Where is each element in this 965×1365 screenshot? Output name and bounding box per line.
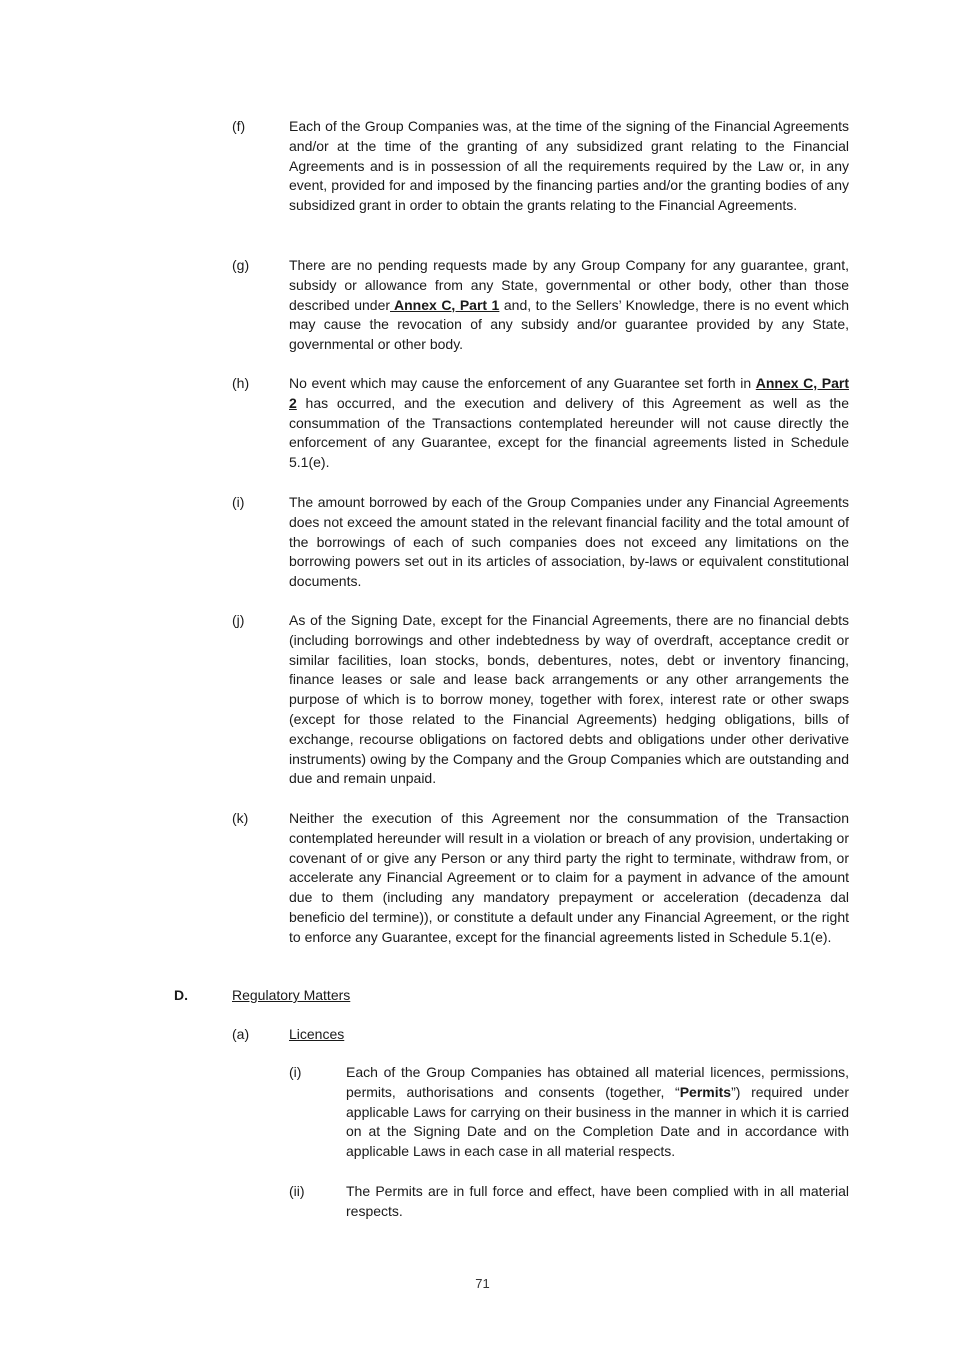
- clause-label: (j): [232, 612, 245, 628]
- clause-i: [232, 493, 849, 592]
- annex-reference: Annex C, Part 1: [390, 296, 500, 313]
- clause-text: Each of the Group Companies was, at the time of the signing of the Financial Agreements and/or at the time of the granting of any subsidized grant relating to the Financial Agreements and is in possession of all the requirements required by the Law or, in any event, provided for and imposed by the financing parties and/or the granting bodies of any subsidized grant in order to obtain the grants relating to the Financial Agreements.: [289, 118, 849, 214]
- clause-text-after: and, to the Sellers’ Knowledge, there is no event which may cause the revocation of any subsidy and/or guarantee provided by any State, governmental or other body.: [289, 296, 850, 353]
- clause-label: (h): [232, 375, 250, 391]
- subclause-text-before: Each of the Group Companies has obtained all material licences, permissions, permits, authorisations and consents (together, “: [346, 1064, 849, 1100]
- page-number: 71: [475, 1276, 490, 1291]
- subclause-label: (i): [289, 1064, 302, 1080]
- clause-text: Neither the execution of this Agreement nor the consummation of the Transaction contemplated hereunder will result in a violation or breach of any provision, undertaking or covenant of or give any Person or any third party the right to terminate, withdraw from, or accelerate any Financial Agreement or to claim for a payment in advance of the amount due to them (including any mandatory prepayment or acceleration (decadenza dal beneficio del termine)), or constitute a default under any Financial Agreement, or the right to enforce any Guarantee, except for the financial agreements listed in Schedule 5.1(e).: [289, 810, 849, 945]
- annex-reference: Annex C, Part 2: [289, 375, 849, 411]
- subclause-text: [346, 1063, 849, 1162]
- section-heading: [174, 986, 350, 1006]
- clause-label: (f): [232, 118, 246, 134]
- clause-label: (k): [232, 810, 249, 826]
- clause-k: [232, 809, 849, 948]
- section-title: Regulatory Matters: [232, 987, 351, 1003]
- clause-h: [232, 374, 849, 473]
- clause-label: (g): [232, 257, 250, 273]
- clause-text-before: There are no pending requests made by any Group Company for any guarantee, grant, subsidy or allowance from any State, governmental or other body, other than those described under: [289, 257, 849, 313]
- clause-text-after: has occurred, and the execution and delivery of this Agreement as well as the consummation of the Transactions contemplated hereunder will not cause directly the enforcement of any Guarantee, except for the financial agreements listed in Schedule 5.1(e).: [289, 394, 849, 471]
- subsection-title: Licences: [289, 1026, 345, 1042]
- subclause-i: [289, 1063, 849, 1162]
- clause-text: [289, 374, 849, 473]
- clause-text: The amount borrowed by each of the Group Companies under any Financial Agreements does not exceed the amount stated in the relevant financial facility and the total amount of the borrowings of each of such companies does not exceed any limitations on the borrowing powers set out in its articles of association, by-laws or equivalent constitutional documents.: [289, 494, 849, 590]
- subsection-label: (a): [232, 1026, 250, 1042]
- subclause-ii: [289, 1182, 849, 1222]
- clause-text-before: No event which may cause the enforcement of any Guarantee set forth in: [289, 375, 756, 391]
- clause-f: [232, 117, 849, 216]
- clause-g: [232, 256, 849, 355]
- section-label: D.: [174, 987, 188, 1003]
- subsection-a: [232, 1025, 849, 1045]
- clause-text: [289, 256, 849, 355]
- subclause-label: (ii): [289, 1183, 305, 1199]
- clause-j: [232, 611, 849, 789]
- clause-text: As of the Signing Date, except for the Financial Agreements, there are no financial debts (including borrowings and other indebtedness by way of overdraft, acceptance credit or similar facilities, loan stocks, bonds, debentures, notes, debt or inventory financing, finance leases or sale and lease back arrangements or any other arrangements the purpose of which is to borrow money, together with forex, interest rate or other swaps (except for those related to the Financial Agreements) hedging obligations, bills of exchange, recourse obligations on factored debts and obligations under other derivative instruments) owing by the Company and the Group Companies which are outstanding and due and remain unpaid.: [289, 612, 849, 787]
- clause-label: (i): [232, 494, 245, 510]
- subclause-text-after: ”) required under applicable Laws for carrying on their business in the manner in which it is carried on at the Signing Date and on the Completion Date and in accordance with applicable Laws in each case in all material respects.: [346, 1083, 849, 1160]
- subclause-text: The Permits are in full force and effect, have been complied with in all material respects.: [346, 1183, 849, 1219]
- defined-term: Permits: [679, 1083, 732, 1100]
